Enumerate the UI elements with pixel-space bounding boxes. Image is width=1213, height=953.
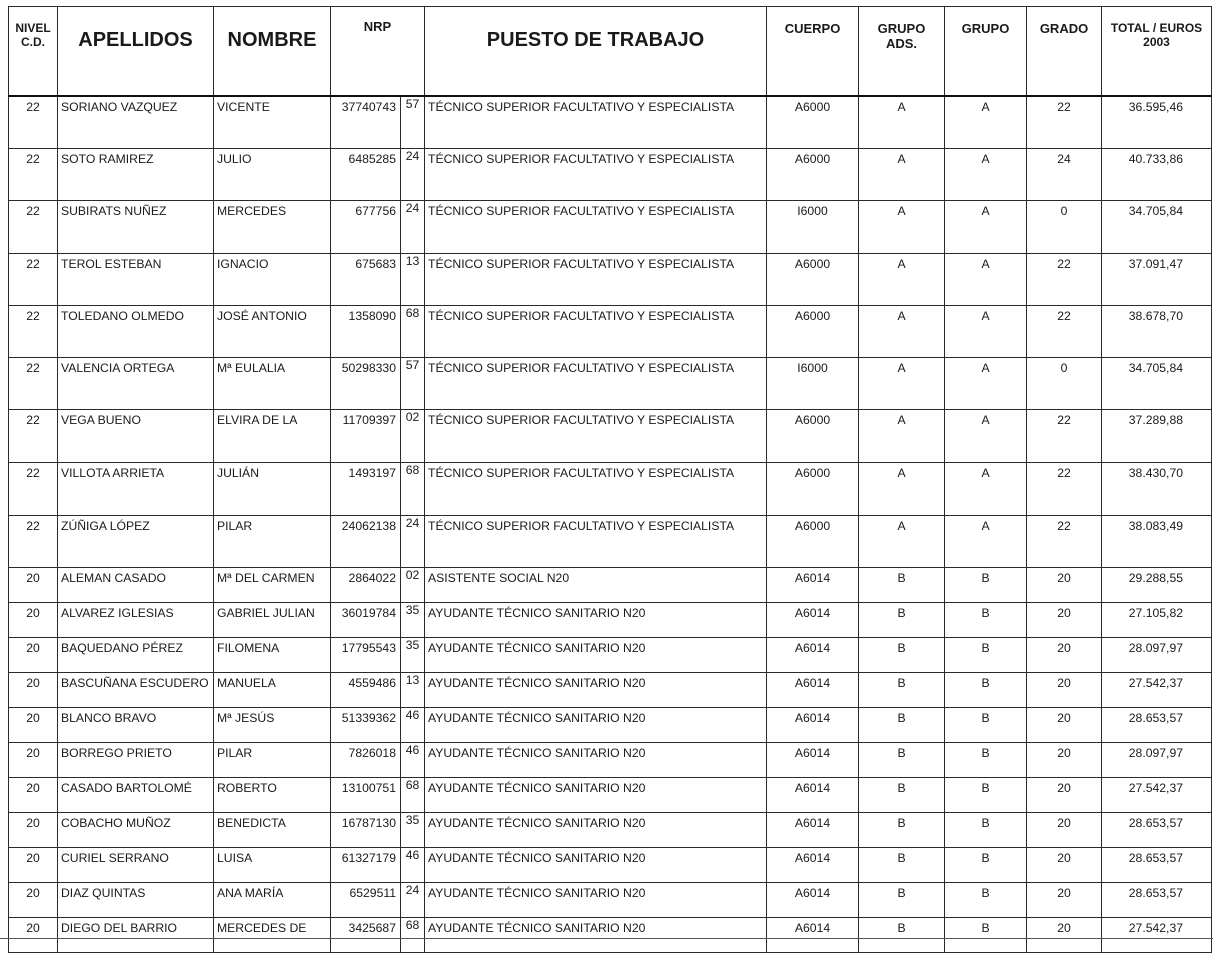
cell-nrp: 50298330 — [331, 357, 401, 409]
cell-nivel: 22 — [9, 253, 58, 305]
cell-grado: 20 — [1027, 602, 1102, 637]
cell-grado: 20 — [1027, 672, 1102, 707]
cell-cuerpo: A6014 — [767, 707, 859, 742]
cell-puesto: AYUDANTE TÉCNICO SANITARIO N20 — [425, 777, 767, 812]
cell-nrp-suffix: 46 — [401, 707, 425, 742]
cell-nrp: 675683 — [331, 253, 401, 305]
cell-cuerpo: A6014 — [767, 917, 859, 952]
cell-cuerpo: A6014 — [767, 882, 859, 917]
cell-apellidos: TEROL ESTEBAN — [58, 253, 214, 305]
cell-nrp: 24062138 — [331, 515, 401, 567]
cell-total: 28.097,97 — [1102, 742, 1212, 777]
cell-cuerpo: I6000 — [767, 200, 859, 253]
cell-grupo-ads: B — [859, 847, 945, 882]
cell-total: 27.542,37 — [1102, 672, 1212, 707]
cell-grupo: A — [945, 515, 1027, 567]
cell-cuerpo: A6000 — [767, 462, 859, 515]
cell-grupo: B — [945, 812, 1027, 847]
cell-nrp: 1358090 — [331, 305, 401, 357]
cell-grupo: A — [945, 96, 1027, 148]
cell-nombre: PILAR — [214, 515, 331, 567]
cell-grado: 20 — [1027, 707, 1102, 742]
cell-grupo-ads: B — [859, 602, 945, 637]
cell-grado: 0 — [1027, 200, 1102, 253]
cell-nombre: ELVIRA DE LA — [214, 409, 331, 462]
cell-cuerpo: A6014 — [767, 672, 859, 707]
cell-apellidos: ZÚÑIGA LÓPEZ — [58, 515, 214, 567]
cell-cuerpo: A6000 — [767, 515, 859, 567]
cell-puesto: AYUDANTE TÉCNICO SANITARIO N20 — [425, 672, 767, 707]
cell-nrp: 17795543 — [331, 637, 401, 672]
cell-nrp-suffix: 24 — [401, 882, 425, 917]
cell-grupo: B — [945, 602, 1027, 637]
cell-cuerpo: I6000 — [767, 357, 859, 409]
table-row — [9, 148, 1212, 200]
cell-nrp-suffix: 24 — [401, 148, 425, 200]
cell-grupo: B — [945, 637, 1027, 672]
cell-nivel: 20 — [9, 567, 58, 602]
cell-grado: 20 — [1027, 567, 1102, 602]
cell-total: 37.289,88 — [1102, 409, 1212, 462]
cell-grado: 22 — [1027, 96, 1102, 148]
cell-grupo-ads: A — [859, 357, 945, 409]
cell-grupo-ads: A — [859, 305, 945, 357]
cell-grupo: B — [945, 707, 1027, 742]
cell-nivel: 22 — [9, 200, 58, 253]
cell-grupo: A — [945, 305, 1027, 357]
cell-nrp-suffix: 35 — [401, 637, 425, 672]
cell-nrp-suffix: 68 — [401, 462, 425, 515]
cell-nrp: 2864022 — [331, 567, 401, 602]
cell-grupo-ads: B — [859, 742, 945, 777]
cell-grado: 20 — [1027, 847, 1102, 882]
cell-total: 38.083,49 — [1102, 515, 1212, 567]
cell-grupo-ads: A — [859, 253, 945, 305]
cell-nrp: 51339362 — [331, 707, 401, 742]
cell-puesto: AYUDANTE TÉCNICO SANITARIO N20 — [425, 882, 767, 917]
cell-grado: 22 — [1027, 253, 1102, 305]
cell-nombre: JULIÁN — [214, 462, 331, 515]
cell-apellidos: SORIANO VAZQUEZ — [58, 96, 214, 148]
cell-apellidos: BLANCO BRAVO — [58, 707, 214, 742]
cell-grupo: B — [945, 742, 1027, 777]
cell-cuerpo: A6014 — [767, 567, 859, 602]
cell-nrp-suffix: 46 — [401, 847, 425, 882]
cell-nrp-suffix: 13 — [401, 253, 425, 305]
cell-grupo-ads: B — [859, 812, 945, 847]
cell-total: 38.430,70 — [1102, 462, 1212, 515]
cell-nrp-suffix: 35 — [401, 812, 425, 847]
cell-grupo: A — [945, 409, 1027, 462]
cell-apellidos: SUBIRATS NUÑEZ — [58, 200, 214, 253]
table-row — [9, 462, 1212, 515]
cell-nrp: 677756 — [331, 200, 401, 253]
cell-nrp: 13100751 — [331, 777, 401, 812]
cell-nrp: 37740743 — [331, 96, 401, 148]
cell-nivel: 22 — [9, 96, 58, 148]
cell-nivel: 20 — [9, 917, 58, 952]
cell-grado: 20 — [1027, 917, 1102, 952]
cell-puesto: AYUDANTE TÉCNICO SANITARIO N20 — [425, 917, 767, 952]
cell-nrp: 3425687 — [331, 917, 401, 952]
cell-puesto: AYUDANTE TÉCNICO SANITARIO N20 — [425, 602, 767, 637]
cell-total: 28.653,57 — [1102, 882, 1212, 917]
cell-nrp: 4559486 — [331, 672, 401, 707]
table-row — [9, 515, 1212, 567]
cell-grupo-ads: B — [859, 637, 945, 672]
cell-nrp: 36019784 — [331, 602, 401, 637]
cell-nrp: 6529511 — [331, 882, 401, 917]
cell-puesto: TÉCNICO SUPERIOR FACULTATIVO Y ESPECIALISTA — [425, 357, 767, 409]
cell-puesto: TÉCNICO SUPERIOR FACULTATIVO Y ESPECIALISTA — [425, 515, 767, 567]
cell-cuerpo: A6000 — [767, 409, 859, 462]
cell-apellidos: CASADO BARTOLOMÉ — [58, 777, 214, 812]
cell-apellidos: BORREGO PRIETO — [58, 742, 214, 777]
cell-apellidos: DIAZ QUINTAS — [58, 882, 214, 917]
table-row — [9, 357, 1212, 409]
cell-total: 27.542,37 — [1102, 777, 1212, 812]
cell-grupo: B — [945, 672, 1027, 707]
cell-apellidos: ALEMAN CASADO — [58, 567, 214, 602]
cell-nombre: LUISA — [214, 847, 331, 882]
cell-nombre: MANUELA — [214, 672, 331, 707]
cell-nrp-suffix: 13 — [401, 672, 425, 707]
cell-grupo: A — [945, 200, 1027, 253]
cell-apellidos: CURIEL SERRANO — [58, 847, 214, 882]
header-nrp: NRP — [331, 7, 425, 97]
cell-nrp-suffix: 57 — [401, 96, 425, 148]
cell-nivel: 22 — [9, 409, 58, 462]
cell-nivel: 20 — [9, 742, 58, 777]
cell-nrp: 11709397 — [331, 409, 401, 462]
cell-nivel: 22 — [9, 357, 58, 409]
cell-grado: 20 — [1027, 637, 1102, 672]
table-row — [9, 672, 1212, 707]
cell-nrp-suffix: 02 — [401, 409, 425, 462]
table-row — [9, 812, 1212, 847]
cell-nivel: 20 — [9, 777, 58, 812]
cell-grado: 24 — [1027, 148, 1102, 200]
cell-nivel: 22 — [9, 148, 58, 200]
cell-nombre: GABRIEL JULIAN — [214, 602, 331, 637]
table-row — [9, 917, 1212, 952]
cell-grupo-ads: A — [859, 96, 945, 148]
cell-nrp: 61327179 — [331, 847, 401, 882]
cell-nivel: 20 — [9, 882, 58, 917]
cell-nrp-suffix: 24 — [401, 515, 425, 567]
cell-grupo: A — [945, 462, 1027, 515]
cell-cuerpo: A6014 — [767, 812, 859, 847]
cell-nombre: JOSÉ ANTONIO — [214, 305, 331, 357]
cell-total: 28.653,57 — [1102, 847, 1212, 882]
header-nombre: NOMBRE — [214, 7, 331, 97]
cell-nrp: 6485285 — [331, 148, 401, 200]
cell-puesto: AYUDANTE TÉCNICO SANITARIO N20 — [425, 637, 767, 672]
cell-nivel: 22 — [9, 462, 58, 515]
cell-apellidos: BAQUEDANO PÉREZ — [58, 637, 214, 672]
cell-nrp-suffix: 24 — [401, 200, 425, 253]
cell-nombre: Mª DEL CARMEN — [214, 567, 331, 602]
cell-nombre: MERCEDES DE — [214, 917, 331, 952]
cell-nombre: PILAR — [214, 742, 331, 777]
table-row — [9, 96, 1212, 148]
cell-puesto: TÉCNICO SUPERIOR FACULTATIVO Y ESPECIALISTA — [425, 305, 767, 357]
cell-cuerpo: A6000 — [767, 96, 859, 148]
cell-total: 28.653,57 — [1102, 812, 1212, 847]
cell-grado: 22 — [1027, 305, 1102, 357]
cell-cuerpo: A6000 — [767, 148, 859, 200]
table-row — [9, 847, 1212, 882]
cell-puesto: TÉCNICO SUPERIOR FACULTATIVO Y ESPECIALISTA — [425, 148, 767, 200]
cell-grupo: A — [945, 253, 1027, 305]
cell-nivel: 22 — [9, 515, 58, 567]
cell-grupo-ads: A — [859, 462, 945, 515]
cell-nivel: 22 — [9, 305, 58, 357]
cell-cuerpo: A6014 — [767, 777, 859, 812]
cell-nombre: FILOMENA — [214, 637, 331, 672]
cell-nombre: JULIO — [214, 148, 331, 200]
cell-grupo: A — [945, 148, 1027, 200]
cell-cuerpo: A6000 — [767, 253, 859, 305]
cell-grupo-ads: A — [859, 200, 945, 253]
cell-nombre: IGNACIO — [214, 253, 331, 305]
cell-grupo: B — [945, 567, 1027, 602]
personnel-table — [8, 6, 1212, 953]
cell-nrp-suffix: 68 — [401, 305, 425, 357]
cell-nivel: 20 — [9, 637, 58, 672]
header-puesto: PUESTO DE TRABAJO — [425, 7, 767, 97]
cell-nrp-suffix: 35 — [401, 602, 425, 637]
cell-nrp: 7826018 — [331, 742, 401, 777]
cell-cuerpo: A6000 — [767, 305, 859, 357]
cell-total: 36.595,46 — [1102, 96, 1212, 148]
table-row — [9, 200, 1212, 253]
cell-apellidos: BASCUÑANA ESCUDERO — [58, 672, 214, 707]
cell-nrp-suffix: 68 — [401, 777, 425, 812]
table-row — [9, 742, 1212, 777]
cell-grupo-ads: B — [859, 917, 945, 952]
cell-nombre: VICENTE — [214, 96, 331, 148]
cell-total: 40.733,86 — [1102, 148, 1212, 200]
cell-total: 34.705,84 — [1102, 357, 1212, 409]
cell-nombre: BENEDICTA — [214, 812, 331, 847]
cell-grupo-ads: A — [859, 515, 945, 567]
cell-puesto: AYUDANTE TÉCNICO SANITARIO N20 — [425, 742, 767, 777]
header-grupo-ads: GRUPO ADS. — [859, 7, 945, 97]
cell-apellidos: SOTO RAMIREZ — [58, 148, 214, 200]
header-nivel: NIVEL C.D. — [9, 7, 58, 97]
table-row — [9, 253, 1212, 305]
cell-grado: 22 — [1027, 462, 1102, 515]
header-row — [9, 7, 1212, 97]
cell-nivel: 20 — [9, 672, 58, 707]
cell-grupo-ads: A — [859, 148, 945, 200]
cell-nombre: ROBERTO — [214, 777, 331, 812]
cell-grupo: B — [945, 917, 1027, 952]
header-grado: GRADO — [1027, 7, 1102, 97]
cell-apellidos: VEGA BUENO — [58, 409, 214, 462]
cell-puesto: AYUDANTE TÉCNICO SANITARIO N20 — [425, 812, 767, 847]
cell-grado: 20 — [1027, 777, 1102, 812]
cell-total: 27.542,37 — [1102, 917, 1212, 952]
cell-puesto: TÉCNICO SUPERIOR FACULTATIVO Y ESPECIALISTA — [425, 409, 767, 462]
cell-grupo: B — [945, 847, 1027, 882]
header-apellidos: APELLIDOS — [58, 7, 214, 97]
cell-puesto: TÉCNICO SUPERIOR FACULTATIVO Y ESPECIALISTA — [425, 96, 767, 148]
cell-grado: 20 — [1027, 882, 1102, 917]
cell-grado: 0 — [1027, 357, 1102, 409]
cell-cuerpo: A6014 — [767, 637, 859, 672]
cell-grupo-ads: B — [859, 672, 945, 707]
cell-grado: 20 — [1027, 742, 1102, 777]
cell-apellidos: VALENCIA ORTEGA — [58, 357, 214, 409]
table-row — [9, 567, 1212, 602]
table-row — [9, 305, 1212, 357]
cell-total: 28.097,97 — [1102, 637, 1212, 672]
cell-total: 29.288,55 — [1102, 567, 1212, 602]
cell-grupo: B — [945, 777, 1027, 812]
table-row — [9, 707, 1212, 742]
cell-puesto: TÉCNICO SUPERIOR FACULTATIVO Y ESPECIALISTA — [425, 462, 767, 515]
cell-cuerpo: A6014 — [767, 847, 859, 882]
cell-grado: 22 — [1027, 409, 1102, 462]
cell-apellidos: COBACHO MUÑOZ — [58, 812, 214, 847]
cell-nrp: 16787130 — [331, 812, 401, 847]
cell-cuerpo: A6014 — [767, 602, 859, 637]
cell-grupo-ads: B — [859, 777, 945, 812]
cell-nrp: 1493197 — [331, 462, 401, 515]
cell-total: 34.705,84 — [1102, 200, 1212, 253]
cell-cuerpo: A6014 — [767, 742, 859, 777]
cell-nrp-suffix: 57 — [401, 357, 425, 409]
cell-nivel: 20 — [9, 602, 58, 637]
cell-apellidos: VILLOTA ARRIETA — [58, 462, 214, 515]
cell-grupo: B — [945, 882, 1027, 917]
cell-nombre: MERCEDES — [214, 200, 331, 253]
cell-total: 37.091,47 — [1102, 253, 1212, 305]
header-grupo: GRUPO — [945, 7, 1027, 97]
cell-apellidos: DIEGO DEL BARRIO — [58, 917, 214, 952]
cell-grado: 22 — [1027, 515, 1102, 567]
cell-grupo-ads: B — [859, 567, 945, 602]
cell-puesto: TÉCNICO SUPERIOR FACULTATIVO Y ESPECIALISTA — [425, 200, 767, 253]
cell-total: 38.678,70 — [1102, 305, 1212, 357]
cell-puesto: ASISTENTE SOCIAL N20 — [425, 567, 767, 602]
cell-puesto: AYUDANTE TÉCNICO SANITARIO N20 — [425, 847, 767, 882]
cell-apellidos: TOLEDANO OLMEDO — [58, 305, 214, 357]
header-total: TOTAL / EUROS 2003 — [1102, 7, 1212, 97]
cell-nrp-suffix: 02 — [401, 567, 425, 602]
cell-puesto: TÉCNICO SUPERIOR FACULTATIVO Y ESPECIALISTA — [425, 253, 767, 305]
cell-grupo: A — [945, 357, 1027, 409]
table-row — [9, 602, 1212, 637]
table-row — [9, 637, 1212, 672]
cell-nombre: Mª EULALIA — [214, 357, 331, 409]
cell-puesto: AYUDANTE TÉCNICO SANITARIO N20 — [425, 707, 767, 742]
cell-grupo-ads: A — [859, 409, 945, 462]
cell-apellidos: ALVAREZ IGLESIAS — [58, 602, 214, 637]
cell-nivel: 20 — [9, 707, 58, 742]
cell-grupo-ads: B — [859, 707, 945, 742]
table-row — [9, 409, 1212, 462]
cell-nombre: ANA MARÍA — [214, 882, 331, 917]
cell-nrp-suffix: 46 — [401, 742, 425, 777]
cell-nrp-suffix: 68 — [401, 917, 425, 952]
cell-nivel: 20 — [9, 847, 58, 882]
table-row — [9, 882, 1212, 917]
header-cuerpo: CUERPO — [767, 7, 859, 97]
cell-total: 28.653,57 — [1102, 707, 1212, 742]
cell-total: 27.105,82 — [1102, 602, 1212, 637]
cell-nivel: 20 — [9, 812, 58, 847]
cell-nombre: Mª JESÚS — [214, 707, 331, 742]
cell-grado: 20 — [1027, 812, 1102, 847]
table-row — [9, 777, 1212, 812]
cell-grupo-ads: B — [859, 882, 945, 917]
page-bottom-rule — [0, 938, 1213, 939]
